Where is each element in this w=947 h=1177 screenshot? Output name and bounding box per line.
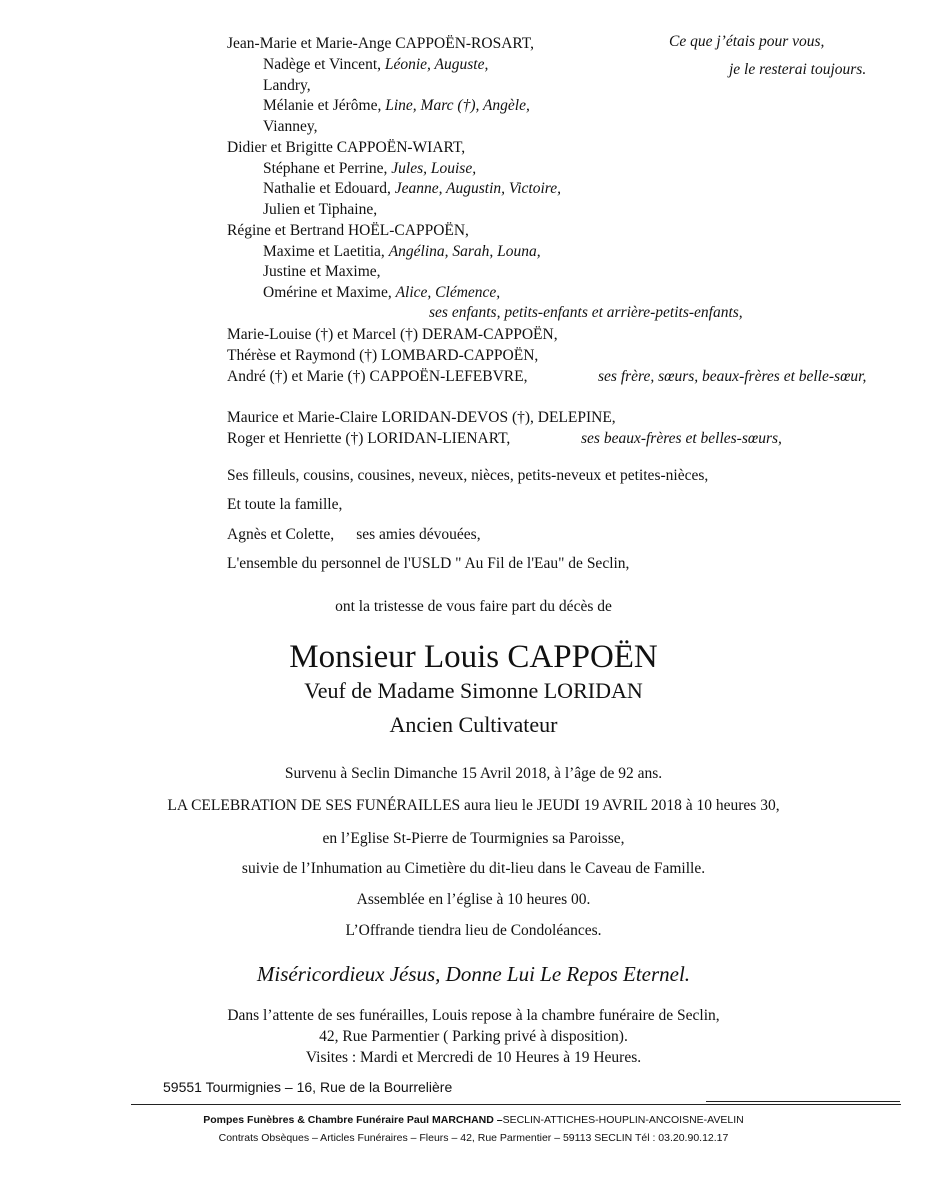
family-line-3: Landry, xyxy=(263,77,311,94)
family-relation-children: ses enfants, petits-enfants et arrière-petits-enfants, xyxy=(429,304,743,321)
deceased-profession: Ancien Cultivateur xyxy=(389,712,558,737)
family-line-17: André (†) et Marie (†) CAPPOËN-LEFEBVRE, xyxy=(227,368,528,385)
family-line-18: Maurice et Marie-Claire LORIDAN-DEVOS (†), DELEPINE, xyxy=(227,409,616,426)
deceased-name: Monsieur Louis CAPPOËN xyxy=(289,639,658,675)
footer-contact: Contrats Obsèques – Articles Funéraires – Fleurs – 42, Rue Parmentier – 59113 SECLIN Tél : 03.20.90.12.17 xyxy=(218,1132,729,1144)
rest-line-3: Visites : Mardi et Mercredi de 10 Heures à 19 Heures. xyxy=(305,1049,642,1066)
quote-line-2: je le resterai toujours. xyxy=(729,61,867,78)
address: 59551 Tourmignies – 16, Rue de la Bourrelière xyxy=(163,1079,453,1095)
family-line-8: Nathalie et Edouard, Jeanne, Augustin, Victoire, xyxy=(263,180,562,197)
announcement: ont la tristesse de vous faire part du décès de xyxy=(335,598,612,615)
rest-line-1: Dans l’attente de ses funérailles, Louis repose à la chambre funéraire de Seclin, xyxy=(227,1007,720,1024)
family-relation-inlaws: ses beaux-frères et belles-sœurs, xyxy=(581,430,782,447)
family-line-15: Marie-Louise (†) et Marcel (†) DERAM-CAPPOËN, xyxy=(227,326,558,343)
family-line-21: Et toute la famille, xyxy=(227,496,343,513)
family-line-7: Stéphane et Perrine, Jules, Louise, xyxy=(263,160,477,177)
detail-assembly: Assemblée en l’église à 10 heures 00. xyxy=(356,891,591,908)
divider-long xyxy=(131,1104,901,1105)
family-line-23: L'ensemble du personnel de l'USLD " Au Fil de l'Eau" de Seclin, xyxy=(227,555,630,572)
footer-company: Pompes Funèbres & Chambre Funéraire Paul MARCHAND –SECLIN-ATTICHES-HOUPLIN-ANCOISNE-AVELIN xyxy=(203,1114,744,1126)
family-line-20: Ses filleuls, cousins, cousines, neveux, nièces, petits-neveux et petites-nièces, xyxy=(227,467,709,484)
rest-line-2: 42, Rue Parmentier ( Parking privé à disposition). xyxy=(319,1028,628,1045)
family-line-11: Maxime et Laetitia, Angélina, Sarah, Louna, xyxy=(263,243,541,260)
quote-line-1: Ce que j’étais pour vous, xyxy=(669,33,825,50)
family-line-4: Mélanie et Jérôme, Line, Marc (†), Angèle, xyxy=(263,97,530,114)
family-line-1: Jean-Marie et Marie-Ange CAPPOËN-ROSART, xyxy=(227,35,535,52)
divider-short xyxy=(706,1101,900,1102)
family-line-13: Omérine et Maxime, Alice, Clémence, xyxy=(263,284,501,301)
detail-burial: suivie de l’Inhumation au Cimetière du dit-lieu dans le Caveau de Famille. xyxy=(241,860,706,877)
detail-death: Survenu à Seclin Dimanche 15 Avril 2018, à l’âge de 92 ans. xyxy=(284,765,663,782)
family-line-6: Didier et Brigitte CAPPOËN-WIART, xyxy=(227,139,466,156)
deceased-widower: Veuf de Madame Simonne LORIDAN xyxy=(304,678,643,703)
family-line-2: Nadège et Vincent, Léonie, Auguste, xyxy=(263,56,489,73)
detail-church: en l’Eglise St-Pierre de Tourmignies sa Paroisse, xyxy=(322,830,625,847)
family-line-22: Agnès et Colette, ses amies dévouées, xyxy=(227,526,481,543)
family-line-10: Régine et Bertrand HOËL-CAPPOËN, xyxy=(227,222,469,239)
family-line-5: Vianney, xyxy=(263,118,318,135)
detail-celebration: LA CELEBRATION DE SES FUNÉRAILLES aura lieu le JEUDI 19 AVRIL 2018 à 10 heures 30, xyxy=(167,797,780,814)
family-line-9: Julien et Tiphaine, xyxy=(263,201,378,218)
family-relation-siblings: ses frère, sœurs, beaux-frères et belle-sœur, xyxy=(598,368,867,385)
prayer: Miséricordieux Jésus, Donne Lui Le Repos Eternel. xyxy=(256,962,691,986)
family-line-12: Justine et Maxime, xyxy=(263,263,381,280)
detail-offering: L’Offrande tiendra lieu de Condoléances. xyxy=(345,922,602,939)
family-line-19: Roger et Henriette (†) LORIDAN-LIENART, xyxy=(227,430,511,447)
family-line-16: Thérèse et Raymond (†) LOMBARD-CAPPOËN, xyxy=(227,347,539,364)
